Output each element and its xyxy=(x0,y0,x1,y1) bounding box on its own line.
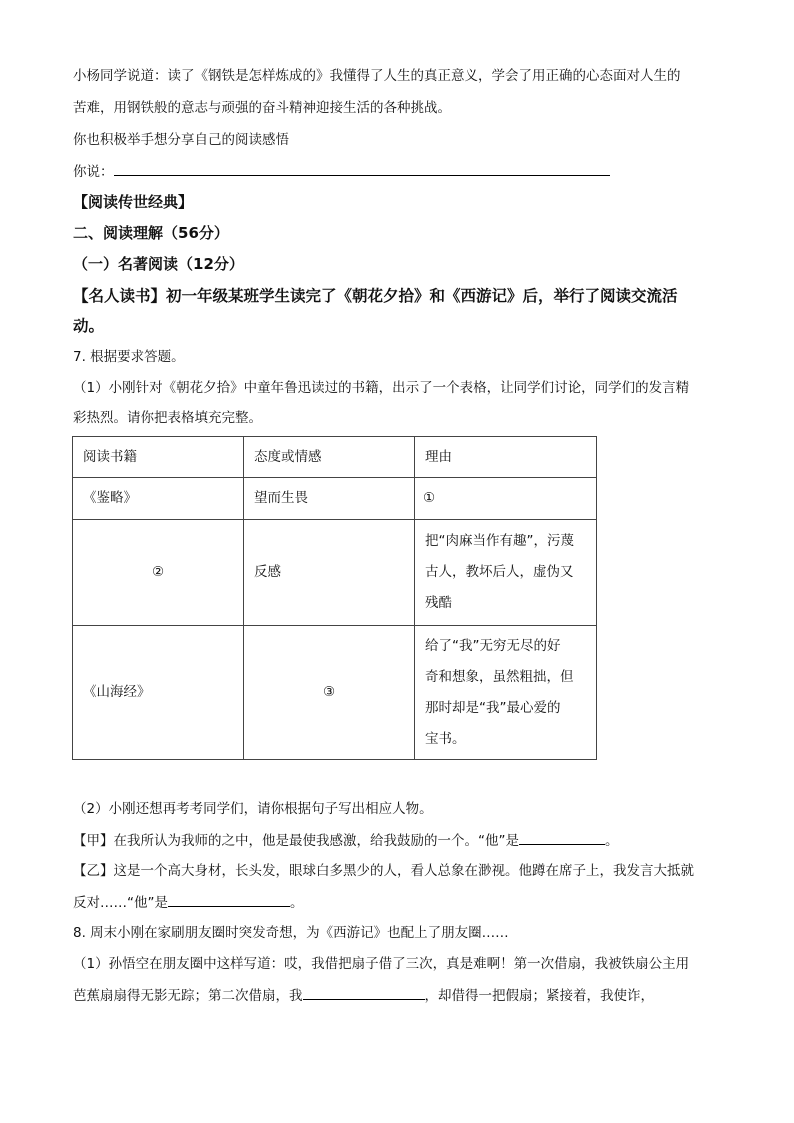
cell-reason xyxy=(415,520,597,626)
q7-sub2: （2）小刚还想再考考同学们，请你根据句子写出相应人物。 xyxy=(73,801,433,817)
q7-yi-line-1: 【乙】这是一个高大身材，长头发，眼球白多黑少的人，看人总象在渺视。他蹲在席子上，我发言大抵就 xyxy=(73,863,694,879)
q7-yi-line-2 xyxy=(73,892,304,913)
intro-line-2: 苦难，用钢铁般的意志与顽强的奋斗精神迎接生活的各种挑战。 xyxy=(73,100,451,116)
header-book: 阅读书籍 xyxy=(73,437,244,478)
yi-end: 。 xyxy=(290,895,304,911)
cell-reason-blank-1[interactable]: ① xyxy=(415,478,597,520)
question-8-title: 8. 周末小刚在家刷朋友圈时突发奇想，为《西游记》也配上了朋友圈…… xyxy=(73,925,509,941)
q7-jia xyxy=(73,830,619,851)
q7-sub1-line-2: 彩热烈。请你把表格填充完整。 xyxy=(73,410,262,426)
header-attitude: 态度或情感 xyxy=(244,437,415,478)
reason-line: 给了“我”无穷无尽的好 xyxy=(425,637,561,654)
you-say-label: 你说： xyxy=(73,164,114,180)
reason-line: 把“肉麻当作有趣”，污蔑 xyxy=(425,533,574,549)
q8-sub1-line-2 xyxy=(73,985,654,1006)
heading-classic: 【阅读传世经典】 xyxy=(73,193,194,211)
answer-blank-fan[interactable] xyxy=(303,985,425,1000)
reason-line: 残酷 xyxy=(425,595,452,611)
cell-reason xyxy=(415,626,597,760)
reason-line: 宝书。 xyxy=(425,730,466,747)
intro-line-1: 小杨同学说道：读了《钢铁是怎样炼成的》我懂得了人生的真正意义，学会了用正确的心态面对人生的 xyxy=(73,68,681,84)
jia-text: 【甲】在我所认为我师的之中，他是最使我感激，给我鼓励的一个。“他”是 xyxy=(73,833,519,849)
cell-book: 《鉴略》 xyxy=(73,478,244,520)
header-reason: 理由 xyxy=(415,437,597,478)
cell-book: 《山海经》 xyxy=(73,626,244,760)
table-row xyxy=(73,626,597,760)
cell-attitude: 反感 xyxy=(244,520,415,626)
table-header-row xyxy=(73,437,597,478)
reading-table xyxy=(72,436,597,760)
yi-text: 反对……“他”是 xyxy=(73,895,168,911)
table-row xyxy=(73,478,597,520)
answer-blank-share[interactable] xyxy=(114,161,610,176)
question-7-title: 7. 根据要求答题。 xyxy=(73,349,185,365)
activity-line-1: 【名人读书】初一年级某班学生读完了《朝花夕拾》和《西游记》后，举行了阅读交流活 xyxy=(73,287,678,305)
reason-line: 那时却是“我”最心爱的 xyxy=(425,699,561,716)
heading-part-1: （一）名著阅读（12分） xyxy=(73,255,244,273)
table-row xyxy=(73,520,597,626)
reason-line: 奇和想象，虽然粗拙，但 xyxy=(425,668,574,685)
jia-end: 。 xyxy=(605,833,619,849)
answer-blank-yi[interactable] xyxy=(168,892,290,907)
cell-attitude: 望而生畏 xyxy=(244,478,415,520)
activity-line-2: 动。 xyxy=(73,317,105,335)
intro-line-3: 你也积极举手想分享自己的阅读感悟 xyxy=(73,132,289,148)
q8-text-a: 芭蕉扇扇得无影无踪；第二次借扇，我 xyxy=(73,988,303,1004)
answer-blank-jia[interactable] xyxy=(519,830,605,845)
q7-sub1-line-1: （1）小刚针对《朝花夕拾》中童年鲁迅读过的书籍，出示了一个表格，让同学们讨论，同学们的发言精 xyxy=(73,380,690,396)
reason-line: 古人，教坏后人，虚伪又 xyxy=(425,564,574,580)
intro-line-4 xyxy=(73,161,610,182)
q8-text-b: ，却借得一把假扇；紧接着，我使诈， xyxy=(424,988,654,1004)
heading-section-2: 二、阅读理解（56分） xyxy=(73,224,229,242)
cell-book-blank-2[interactable]: ② xyxy=(73,520,244,626)
cell-attitude-blank-3[interactable]: ③ xyxy=(244,626,415,760)
q8-sub1-line-1: （1）孙悟空在朋友圈中这样写道：哎，我借把扇子借了三次，真是难啊！第一次借扇，我被铁扇公主用 xyxy=(73,956,690,972)
